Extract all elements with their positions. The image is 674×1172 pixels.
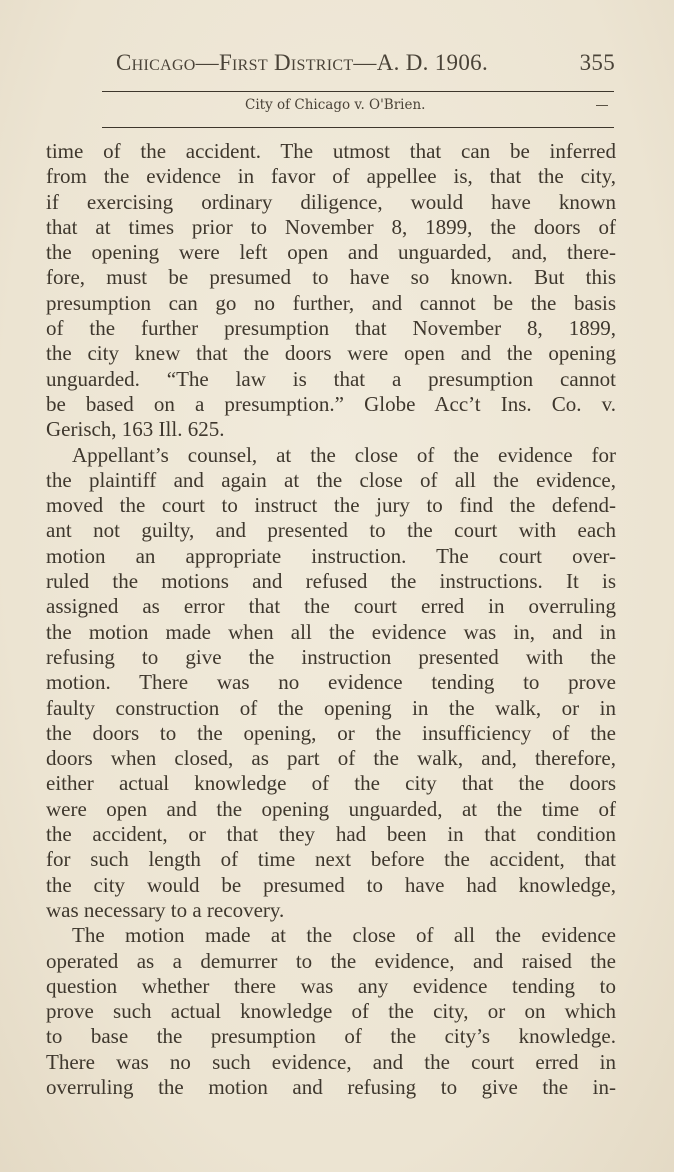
paragraph-start: Appellant’s counsel, at the close of the evidence for: [72, 442, 616, 467]
text-line: the doors to the opening, or the insufficiency of the: [46, 720, 616, 745]
text-line: ant not guilty, and presented to the court with each: [46, 518, 616, 543]
text-line: moved the court to instruct the jury to find the defend-: [46, 493, 616, 518]
text-line: the city would be presumed to have had knowledge,: [46, 872, 616, 897]
text-line: Gerisch, 163 Ill. 625.: [46, 417, 225, 442]
text-line: was necessary to a recovery.: [46, 897, 285, 922]
paragraph-start: The motion made at the close of all the evidence: [72, 923, 616, 948]
text-line: doors when closed, as part of the walk, and, therefore,: [46, 746, 616, 771]
text-line: were open and the opening unguarded, at the time of: [46, 796, 616, 821]
text-line: prove such actual knowledge of the city, or on which: [46, 999, 616, 1024]
text-line: for such length of time next before the accident, that: [46, 847, 616, 872]
text-line: unguarded. “The law is that a presumption cannot: [46, 366, 616, 391]
text-line: the opening were left open and unguarded, and, there-: [46, 240, 616, 265]
text-line: the motion made when all the evidence was in, and in: [46, 619, 616, 644]
text-line: that at times prior to November 8, 1899, the doors of: [46, 214, 616, 239]
text-line: ruled the motions and refused the instructions. It is: [46, 569, 616, 594]
header-dash: [596, 105, 608, 106]
text-line: time of the accident. The utmost that can be inferred: [46, 139, 616, 163]
text-line: to base the presumption of the city’s knowledge.: [46, 1024, 616, 1049]
body-text: [46, 139, 616, 1100]
text-line: be based on a presumption.” Globe Acc’t Ins. Co. v.: [46, 391, 616, 416]
header-rule-top: [102, 91, 614, 92]
text-line: fore, must be presumed to have so known. But this: [46, 265, 616, 290]
text-line: overruling the motion and refusing to give the in-: [46, 1074, 616, 1099]
text-line: from the evidence in favor of appellee is, that the city,: [46, 164, 616, 189]
text-line: refusing to give the instruction presented with the: [46, 644, 616, 669]
text-line: There was no such evidence, and the court erred in: [46, 1049, 616, 1074]
text-line: the city knew that the doors were open and the opening: [46, 341, 616, 366]
text-line: the plaintiff and again at the close of all the evidence,: [46, 467, 616, 492]
text-line: motion an appropriate instruction. The court over-: [46, 543, 616, 568]
text-line: faulty construction of the opening in the walk, or in: [46, 695, 616, 720]
text-line: presumption can go no further, and cannot be the basis: [46, 290, 616, 315]
text-line: operated as a demurrer to the evidence, and raised the: [46, 948, 616, 973]
text-line: motion. There was no evidence tending to prove: [46, 670, 616, 695]
case-title: City of Chicago v. O'Brien.: [245, 97, 426, 113]
text-line: of the further presumption that November 8, 1899,: [46, 316, 616, 341]
running-head: [110, 50, 615, 80]
text-line: assigned as error that the court erred in overruling: [46, 594, 616, 619]
page-number: 355: [579, 50, 615, 75]
running-title: Chicago—First District—A. D. 1906.: [116, 50, 488, 75]
header-rule-bottom: [102, 127, 614, 128]
text-line: the accident, or that they had been in that condition: [46, 822, 616, 847]
text-line: either actual knowledge of the city that the doors: [46, 771, 616, 796]
text-line: question whether there was any evidence tending to: [46, 973, 616, 998]
text-line: if exercising ordinary diligence, would have known: [46, 189, 616, 214]
